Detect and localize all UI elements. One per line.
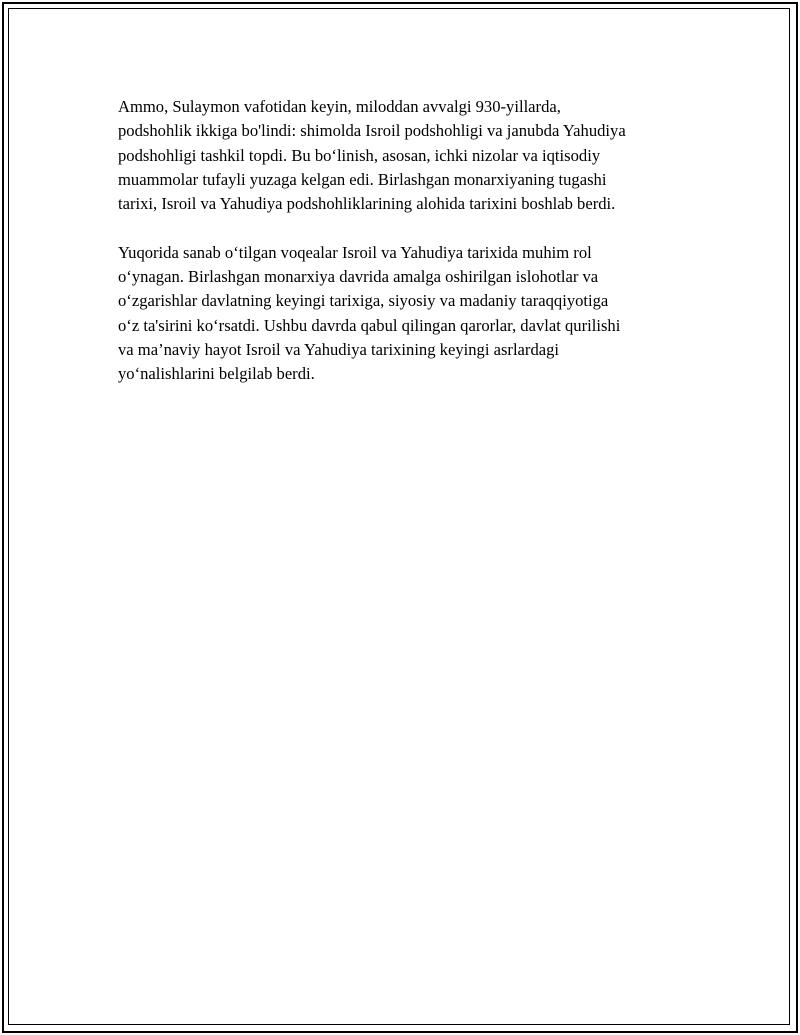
paragraph-line: muammolar tufayli yuzaga kelgan edi. Birlashgan monarxiyaning tugashi — [118, 169, 607, 189]
document-body — [118, 95, 708, 387]
paragraph-1 — [118, 95, 708, 216]
paragraph-line: Ammo, Sulaymon vafotidan keyin, miloddan avvalgi 930-yillarda, — [118, 97, 561, 116]
paragraph-line: yo‘nalishlarini belgilab berdi. — [118, 364, 315, 384]
paragraph-2 — [118, 241, 708, 387]
paragraph-line: podshohligi tashkil topdi. Bu bo‘linish, asosan, ichki nizolar va iqtisodiy — [118, 145, 601, 165]
paragraph-line: podshohlik ikkiga bo'lindi: shimolda Isroil podshohligi va janubda Yahudiya — [118, 121, 626, 141]
paragraph-line: va ma’naviy hayot Isroil va Yahudiya tarixining keyingi asrlardagi — [118, 339, 560, 359]
paragraph-line: Yuqorida sanab o‘tilgan voqealar Isroil va Yahudiya tarixida muhim rol — [118, 242, 592, 262]
paragraph-line: o‘zgarishlar davlatning keyingi tarixiga, siyosiy va madaniy taraqqiyotiga — [118, 291, 609, 311]
paragraph-line: tarixi, Isroil va Yahudiya podshohliklarining alohida tarixini boshlab berdi. — [118, 194, 616, 214]
paragraph-line: o‘z ta'sirini ko‘rsatdi. Ushbu davrda qabul qilingan qarorlar, davlat qurilishi — [118, 315, 621, 335]
paragraph-line: o‘ynagan. Birlashgan monarxiya davrida amalga oshirilgan islohotlar va — [118, 267, 599, 287]
